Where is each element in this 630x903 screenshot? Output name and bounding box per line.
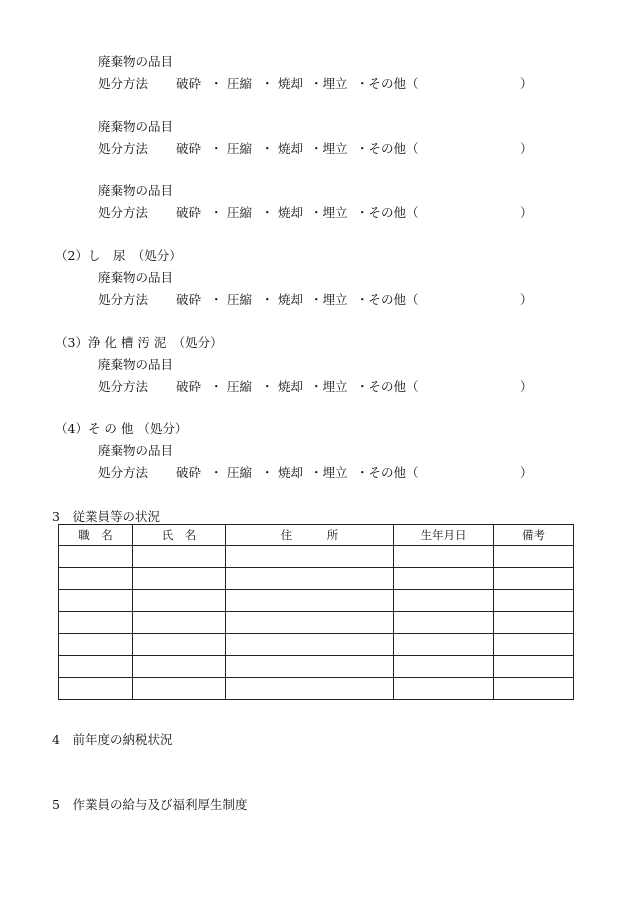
method-compress: 圧縮 xyxy=(227,292,253,307)
table-cell[interactable] xyxy=(59,568,133,590)
method-crush: 破砕 xyxy=(176,465,202,480)
waste-item-label-4: 廃棄物の品目 xyxy=(98,270,174,285)
table-cell[interactable] xyxy=(59,634,133,656)
disposal-method-label: 処分方法 xyxy=(98,465,149,480)
table-cell[interactable] xyxy=(494,568,574,590)
method-crush: 破砕 xyxy=(176,205,202,220)
waste-item-label-1: 廃棄物の品目 xyxy=(98,54,174,69)
separator: ・ xyxy=(261,76,274,91)
disposal-method-label: 処分方法 xyxy=(98,379,149,394)
table-row xyxy=(59,546,574,568)
table-cell[interactable] xyxy=(133,612,226,634)
table-row xyxy=(59,568,574,590)
separator: ・ xyxy=(210,205,223,220)
table-cell[interactable] xyxy=(394,612,494,634)
table-cell[interactable] xyxy=(394,546,494,568)
table-row xyxy=(59,678,574,700)
method-incinerate: 焼却 xyxy=(278,379,304,394)
heading-other: （4）そ の 他 （処分） xyxy=(55,421,188,436)
table-cell[interactable] xyxy=(59,590,133,612)
separator: ・ xyxy=(261,292,274,307)
method-landfill: ・埋立 xyxy=(310,292,348,307)
method-landfill: ・埋立 xyxy=(310,141,348,156)
waste-item-label-5: 廃棄物の品目 xyxy=(98,357,174,372)
header-birthdate: 生年月日 xyxy=(394,525,494,546)
table-cell[interactable] xyxy=(133,634,226,656)
table-cell[interactable] xyxy=(226,612,394,634)
paren-close: ） xyxy=(520,292,533,307)
table-cell[interactable] xyxy=(394,656,494,678)
method-incinerate: 焼却 xyxy=(278,465,304,480)
table-cell[interactable] xyxy=(394,568,494,590)
method-other: ・その他（ xyxy=(356,205,419,220)
method-compress: 圧縮 xyxy=(227,205,253,220)
table-cell[interactable] xyxy=(494,590,574,612)
table-cell[interactable] xyxy=(133,568,226,590)
header-remarks: 備考 xyxy=(494,525,574,546)
heading-septic-sludge: （3）浄 化 槽 汚 泥 （処分） xyxy=(55,335,223,350)
separator: ・ xyxy=(210,379,223,394)
table-row xyxy=(59,612,574,634)
separator: ・ xyxy=(261,141,274,156)
paren-close: ） xyxy=(520,465,533,480)
method-incinerate: 焼却 xyxy=(278,76,304,91)
table-cell[interactable] xyxy=(494,678,574,700)
method-compress: 圧縮 xyxy=(227,379,253,394)
disposal-method-label: 処分方法 xyxy=(98,76,149,91)
method-crush: 破砕 xyxy=(176,141,202,156)
method-crush: 破砕 xyxy=(176,379,202,394)
disposal-method-label: 処分方法 xyxy=(98,205,149,220)
table-cell[interactable] xyxy=(394,634,494,656)
separator: ・ xyxy=(261,205,274,220)
method-landfill: ・埋立 xyxy=(310,465,348,480)
section-3-title: 3 従業員等の状況 xyxy=(52,509,160,524)
table-cell[interactable] xyxy=(494,656,574,678)
method-incinerate: 焼却 xyxy=(278,292,304,307)
method-other: ・その他（ xyxy=(356,292,419,307)
paren-close: ） xyxy=(520,76,533,91)
table-cell[interactable] xyxy=(133,678,226,700)
waste-item-label-3: 廃棄物の品目 xyxy=(98,183,174,198)
method-compress: 圧縮 xyxy=(227,76,253,91)
method-other: ・その他（ xyxy=(356,465,419,480)
waste-item-label-6: 廃棄物の品目 xyxy=(98,443,174,458)
table-cell[interactable] xyxy=(494,634,574,656)
separator: ・ xyxy=(210,76,223,91)
header-address: 住 所 xyxy=(226,525,394,546)
method-crush: 破砕 xyxy=(176,292,202,307)
table-cell[interactable] xyxy=(226,568,394,590)
table-cell[interactable] xyxy=(59,678,133,700)
separator: ・ xyxy=(210,292,223,307)
table-cell[interactable] xyxy=(133,656,226,678)
table-row xyxy=(59,656,574,678)
table-cell[interactable] xyxy=(226,678,394,700)
separator: ・ xyxy=(210,465,223,480)
disposal-method-label: 処分方法 xyxy=(98,292,149,307)
method-landfill: ・埋立 xyxy=(310,76,348,91)
table-cell[interactable] xyxy=(226,634,394,656)
separator: ・ xyxy=(261,379,274,394)
table-cell[interactable] xyxy=(59,656,133,678)
table-cell[interactable] xyxy=(133,546,226,568)
method-compress: 圧縮 xyxy=(227,141,253,156)
table-row xyxy=(59,634,574,656)
table-cell[interactable] xyxy=(133,590,226,612)
table-cell[interactable] xyxy=(59,612,133,634)
method-incinerate: 焼却 xyxy=(278,141,304,156)
waste-item-label-2: 廃棄物の品目 xyxy=(98,119,174,134)
method-other: ・その他（ xyxy=(356,76,419,91)
table-cell[interactable] xyxy=(394,678,494,700)
method-landfill: ・埋立 xyxy=(310,205,348,220)
section-4-title: 4 前年度の納税状況 xyxy=(52,732,173,747)
table-cell[interactable] xyxy=(226,546,394,568)
separator: ・ xyxy=(210,141,223,156)
table-header-row xyxy=(59,525,574,546)
table-cell[interactable] xyxy=(494,546,574,568)
method-landfill: ・埋立 xyxy=(310,379,348,394)
paren-close: ） xyxy=(520,141,533,156)
table-cell[interactable] xyxy=(494,612,574,634)
table-cell[interactable] xyxy=(394,590,494,612)
table-cell[interactable] xyxy=(59,546,133,568)
header-position: 職 名 xyxy=(59,525,133,546)
staff-table xyxy=(58,524,574,700)
method-crush: 破砕 xyxy=(176,76,202,91)
method-incinerate: 焼却 xyxy=(278,205,304,220)
heading-night-soil: （2）し 尿 （処分） xyxy=(55,248,182,263)
method-other: ・その他（ xyxy=(356,141,419,156)
method-compress: 圧縮 xyxy=(227,465,253,480)
table-cell[interactable] xyxy=(226,590,394,612)
separator: ・ xyxy=(261,465,274,480)
paren-close: ） xyxy=(520,379,533,394)
paren-close: ） xyxy=(520,205,533,220)
table-cell[interactable] xyxy=(226,656,394,678)
disposal-method-label: 処分方法 xyxy=(98,141,149,156)
header-name: 氏 名 xyxy=(133,525,226,546)
section-5-title: 5 作業員の給与及び福利厚生制度 xyxy=(52,797,248,812)
table-row xyxy=(59,590,574,612)
method-other: ・その他（ xyxy=(356,379,419,394)
